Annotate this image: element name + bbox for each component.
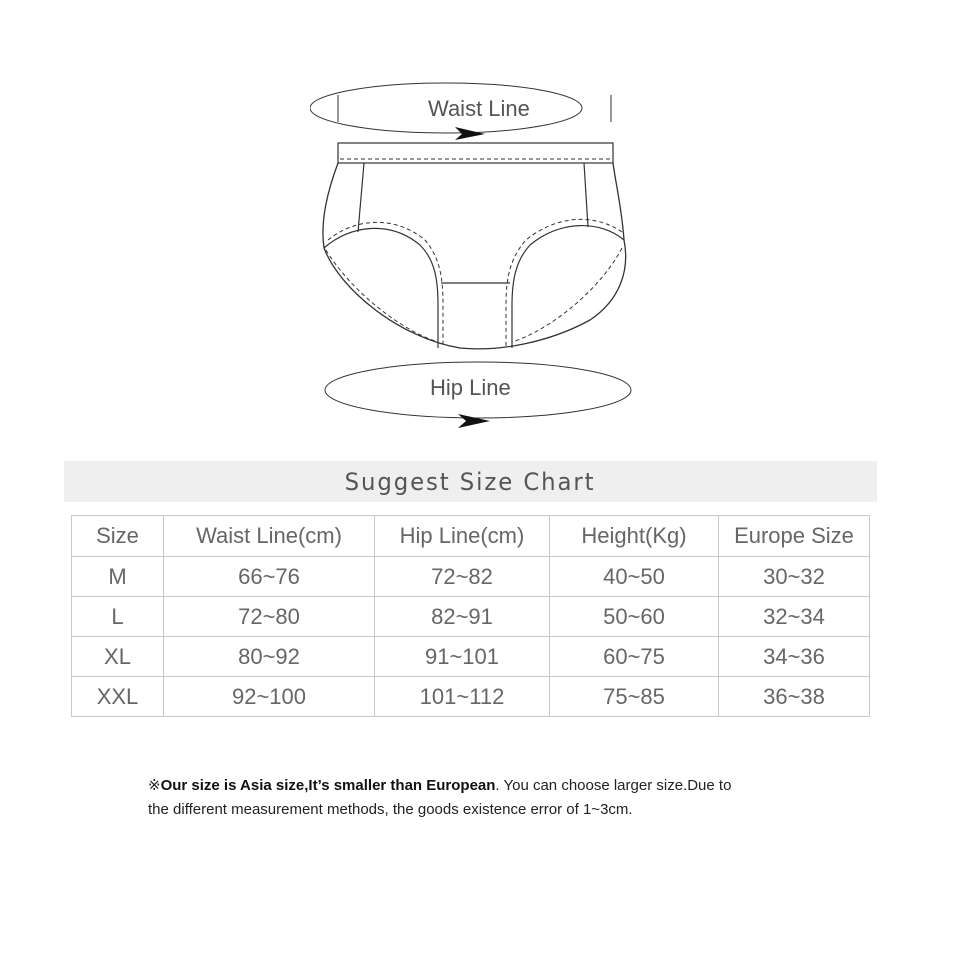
cell-europe: 34~36	[719, 637, 870, 677]
table-row	[72, 637, 870, 677]
table-row	[72, 597, 870, 637]
cell-height: 60~75	[550, 637, 719, 677]
size-chart-banner	[64, 461, 877, 502]
table-row	[72, 557, 870, 597]
size-note	[148, 774, 808, 822]
cell-europe: 30~32	[719, 557, 870, 597]
cell-hip: 82~91	[375, 597, 550, 637]
cell-height: 75~85	[550, 677, 719, 717]
cell-height: 40~50	[550, 557, 719, 597]
size-table	[71, 515, 870, 717]
table-row	[72, 677, 870, 717]
note-bold-text: Our size is Asia size,It’s smaller than European	[160, 777, 496, 794]
cell-hip: 91~101	[375, 637, 550, 677]
cell-waist: 66~76	[164, 557, 375, 597]
waist-line-label: Waist Line	[428, 96, 530, 121]
cell-hip: 101~112	[375, 677, 550, 717]
header-waist-line: Waist Line(cm)	[164, 516, 375, 557]
table-header-row	[72, 516, 870, 557]
note-text-2: the different measurement methods, the goods existence error of 1~3cm.	[148, 801, 633, 818]
cell-size: M	[72, 557, 164, 597]
cell-waist: 92~100	[164, 677, 375, 717]
briefs-measurement-diagram	[310, 80, 650, 440]
header-hip-line: Hip Line(cm)	[375, 516, 550, 557]
note-symbol: ※	[148, 777, 161, 794]
header-size: Size	[72, 516, 164, 557]
size-chart-title: Suggest Size Chart	[345, 467, 596, 496]
cell-waist: 72~80	[164, 597, 375, 637]
header-europe-size: Europe Size	[719, 516, 870, 557]
cell-hip: 72~82	[375, 557, 550, 597]
cell-europe: 32~34	[719, 597, 870, 637]
cell-size: XXL	[72, 677, 164, 717]
cell-size: L	[72, 597, 164, 637]
cell-europe: 36~38	[719, 677, 870, 717]
note-text-1: . You can choose larger size.Due to	[495, 777, 732, 794]
cell-size: XL	[72, 637, 164, 677]
cell-waist: 80~92	[164, 637, 375, 677]
hip-line-label: Hip Line	[430, 375, 511, 400]
cell-height: 50~60	[550, 597, 719, 637]
header-height: Height(Kg)	[550, 516, 719, 557]
